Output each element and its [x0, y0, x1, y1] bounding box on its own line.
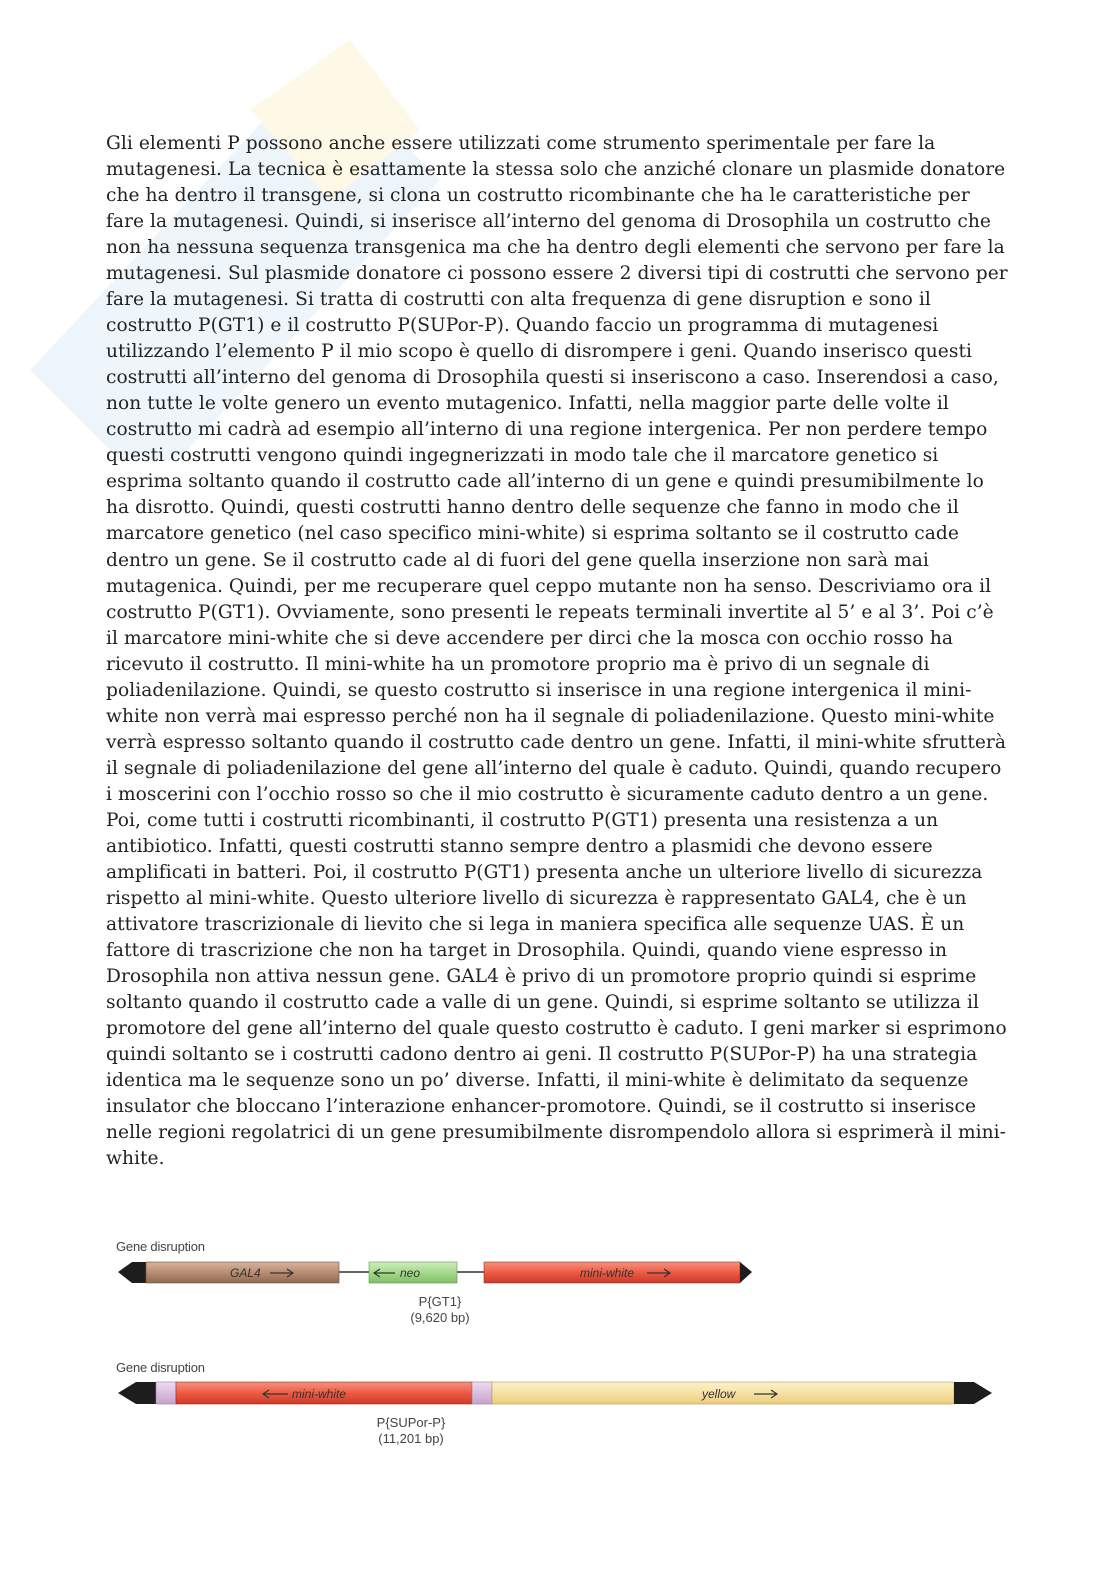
construct-diagrams — [106, 1236, 1006, 1466]
mini-white-label: mini-white — [580, 1266, 635, 1280]
construct2-size: (11,201 bp) — [378, 1431, 444, 1446]
mini-white-label: mini-white — [292, 1387, 347, 1401]
left-terminal-repeat — [118, 1262, 146, 1283]
construct1-label: Gene disruption — [116, 1239, 205, 1254]
right-terminal-repeat — [740, 1262, 752, 1283]
gene-disruption-figure — [106, 1236, 1006, 1466]
gal4-label: GAL4 — [230, 1266, 261, 1280]
construct2-name: P{SUPor-P} — [376, 1415, 446, 1430]
construct2-label: Gene disruption — [116, 1360, 205, 1375]
insulator-segment — [156, 1382, 176, 1404]
neo-label: neo — [400, 1266, 421, 1280]
body-paragraph: Gli elementi P possono anche essere utilizzati come strumento sperimentale per fare la mutagenesi. La tecnica è esattamente la stessa solo che anziché clonare un plasmide donatore che ha dentro il transgene, si clona un costrutto ricombinante che ha le caratteristiche per fare la mutagenesi. Quindi, si inserisce all’interno del genoma di Drosophila un costrutto che non ha nessuna sequenza transgenica ma che ha dentro degli elementi che servono per fare la mutagenesi. Sul plasmide donatore ci possono essere 2 diversi tipi di costrutti che servono per fare la mutagenesi. Si tratta di costrutti con alta frequenza di gene disruption e sono il costrutto P(GT1) e il costrutto P(SUPor-P). Quando faccio un programma di mutagenesi utilizzando l’elemento P il mio scopo è quello di disrompere i geni. Quando inserisco questi costrutti all’interno del genoma di Drosophila questi si inseriscono a caso. Inserendosi a caso, non tutte le volte genero un evento mutagenico. Infatti, nella maggior parte delle volte il costrutto mi cadrà ad esempio all’interno di una regione intergenica. Per non perdere tempo questi costrutti vengono quindi ingegnerizzati in modo tale che il marcatore genetico si esprima soltanto quando il costrutto cade all’interno di un gene e quindi presumibilmente lo ha disrotto. Quindi, questi costrutti hanno dentro delle sequenze che fanno in modo che il marcatore genetico (nel caso specifico mini-white) si esprima soltanto se il costrutto cade dentro un gene. Se il costrutto cade al di fuori del gene quella inserzione non sarà mai mutagenica. Quindi, per me recuperare quel ceppo mutante non ha senso. Descriviamo ora il costrutto P(GT1). Ovviamente, sono presenti le repeats terminali invertite al 5’ e al 3’. Poi c’è il marcatore mini-white che si deve accendere per dirci che la mosca con occhio rosso ha ricevuto il costrutto. Il mini-white ha un promotore proprio ma è privo di un segnale di poliadenilazione. Quindi, se questo costrutto si inserisce in una regione intergenica il mini-white non verrà mai espresso perché non ha il segnale di poliadenilazione. Questo mini-white verrà espresso soltanto quando il costrutto cade dentro un gene. Infatti, il mini-white sfrutterà il segnale di poliadenilazione del gene all’interno del quale è caduto. Quindi, quando recupero i moscerini con l’occhio rosso so che il mio costrutto è sicuramente caduto dentro a un gene. Poi, come tutti i costrutti ricombinanti, il costrutto P(GT1) presenta una resistenza a un antibiotico. Infatti, questi costrutti stanno sempre dentro a plasmidi che devono essere amplificati in batteri. Poi, il costrutto P(GT1) presenta anche un ulteriore livello di sicurezza rispetto al mini-white. Questo ulteriore livello di sicurezza è rappresentato GAL4, che è un attivatore trascrizionale di lievito che si lega in maniera specifica alle sequenze UAS. È un fattore di trascrizione che non ha target in Drosophila. Quindi, quando viene espresso in Drosophila non attiva nessun gene. GAL4 è privo di un promotore proprio quindi si esprime soltanto quando il costrutto cade a valle di un gene. Quindi, si esprime soltanto se utilizza il promotore del gene all’interno del quale questo costrutto è caduto. I geni marker si esprimono quindi soltanto se i costrutti cadono dentro ai geni. Il costrutto P(SUPor-P) ha una strategia identica ma le sequenze sono un po’ diverse. Infatti, il mini-white è delimitato da sequenze insulator che bloccano l’interazione enhancer-promotore. Quindi, se il costrutto si inserisce nelle regioni regolatrici di un gene presumibilmente disrompendolo allora si esprimerà il mini-white. — [106, 133, 1008, 1170]
construct1-name: P{GT1} — [418, 1294, 462, 1309]
construct1-diagram — [118, 1262, 752, 1283]
yellow-label: yellow — [702, 1387, 736, 1401]
right-terminal-repeat — [954, 1382, 992, 1404]
left-terminal-repeat — [118, 1382, 156, 1404]
construct1-caption — [390, 1294, 490, 1326]
construct2-diagram — [118, 1382, 992, 1404]
construct2-caption — [356, 1415, 466, 1447]
construct1-size: (9,620 bp) — [410, 1310, 470, 1325]
insulator-segment — [472, 1382, 492, 1404]
